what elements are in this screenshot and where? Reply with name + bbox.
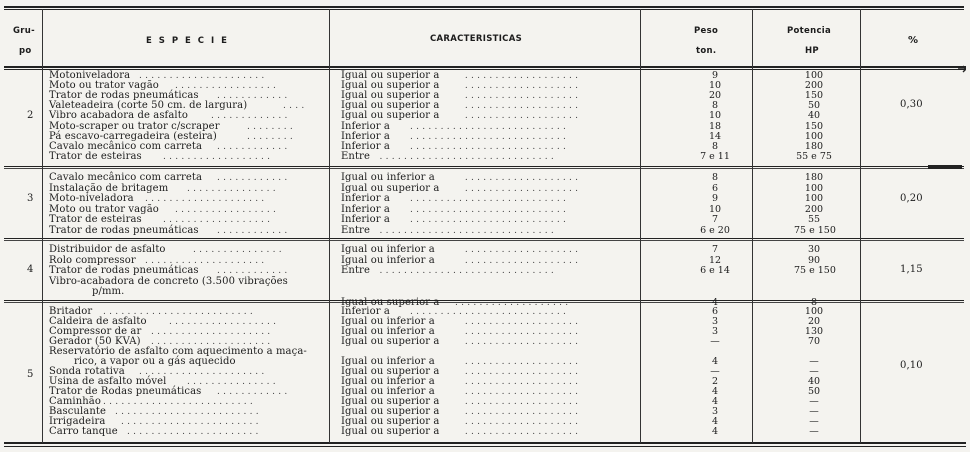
caracteristica-text: Igual ou superior a — [341, 100, 440, 112]
header-potencia: Potencia — [787, 26, 832, 36]
peso-value: 4 — [711, 396, 719, 407]
header-percent: % — [908, 35, 919, 46]
caracteristica-text: Igual ou superior a — [341, 90, 440, 102]
especie-text: Compressor de ar — [49, 326, 142, 337]
leader-dots: . . . . . . . . . . . . . . . . . . . — [464, 111, 579, 122]
scan-mark-bar — [928, 165, 962, 169]
peso-value: 4 — [711, 416, 719, 427]
hp-value: — — [809, 396, 819, 407]
leader-dots: . . . . . . . . . . . . . . . . . . . . . . . — [121, 417, 259, 427]
peso-value: 7 e 11 — [700, 150, 730, 162]
hp-value: 200 — [804, 203, 824, 215]
top-rule — [4, 6, 964, 8]
especie-text: Gerador (50 KVA) — [49, 336, 141, 347]
leader-dots: . . . . . . . . . . . . . . . — [193, 245, 282, 255]
peso-value: 14 — [708, 130, 722, 142]
hp-value: 20 — [807, 316, 821, 327]
hp-value: 30 — [807, 244, 821, 255]
caracteristica-text: Igual ou inferior a — [341, 172, 435, 183]
caracteristica-text: Igual ou superior a — [341, 182, 440, 194]
peso-value: 3 — [711, 316, 719, 327]
leader-dots: . . . . . . . . . . . . . . . . . . . . . . . . . . — [410, 121, 567, 132]
leader-dots: . . . . . . . . . . . . — [217, 387, 288, 397]
hp-value: 55 e 75 — [796, 150, 832, 162]
group-divider-4 — [4, 238, 964, 239]
col-rule-carac — [640, 9, 641, 443]
leader-dots: . . . . . . . . . . . . . . . . . . . — [464, 317, 579, 327]
hp-value: 130 — [804, 326, 824, 337]
leader-dots: . . . . . . . . . . . . . . . . . . . . . . . . . . — [410, 204, 567, 215]
bottom-rule — [4, 442, 966, 444]
hp-value: 55 — [807, 214, 821, 225]
especie-text: Britador — [49, 306, 93, 317]
leader-dots: . . . . . . . . . . . . . . . . . . . . . . . . . . — [410, 131, 567, 142]
leader-dots: . . . . . . . . . . . . . . . . . . — [169, 317, 277, 327]
peso-value: 12 — [708, 254, 722, 266]
caracteristica-text: Igual ou inferior a — [341, 386, 435, 397]
caracteristica-text: Igual ou inferior a — [341, 376, 435, 387]
especie-text: Trator de rodas pneumáticas — [49, 90, 199, 102]
header-grupo-2: po — [19, 46, 32, 56]
leader-dots: . . . . . . . . . . . . . . . . . . . — [464, 91, 579, 102]
leader-dots: . . . . . . . . . . . . . . . . . . . . . . . . . — [103, 397, 253, 407]
leader-dots: . . . . . . . . . . . . . . . . . — [175, 81, 277, 92]
especie-text: Vibro acabadora de asfalto — [49, 110, 188, 122]
leader-dots: . . . . . . . . . . . . . . . . . . . — [464, 337, 579, 347]
leader-dots: . . . . . . . . . . . . . . . . . . . . . . . . . . . . . — [379, 225, 554, 236]
especie-text-cont: rico, a vapor ou a gás aquecido — [74, 356, 236, 367]
header-especie: E S P E C I E — [146, 36, 229, 46]
bottom-rule-inner — [4, 446, 966, 447]
grupo-percent: 0,30 — [900, 99, 923, 110]
header-rule — [4, 66, 966, 68]
caracteristica-text: Entre — [341, 265, 370, 276]
grupo-percent: 0,10 — [900, 360, 923, 371]
hp-value: 180 — [804, 140, 824, 152]
hp-value: 100 — [804, 130, 824, 142]
leader-dots: . . . . . . . . — [247, 121, 293, 132]
grupo-percent: 1,15 — [900, 264, 923, 275]
peso-value: 8 — [711, 140, 719, 152]
header-caracteristicas: CARACTERISTICAS — [430, 34, 523, 44]
leader-dots: . . . . . . . . . . . . . . . . . . . . . — [139, 367, 265, 377]
especie-text: Cavalo mecânico com carreta — [49, 140, 203, 152]
leader-dots: . . . . . . . . . . . . . . . . . . . . . — [139, 71, 265, 81]
caracteristica-text: Igual ou inferior a — [341, 356, 435, 367]
peso-value: 4 — [711, 426, 719, 437]
leader-dots: . . . . . . . . . . . . . . . . . . . — [464, 427, 579, 437]
header-peso-unit: ton. — [696, 46, 717, 56]
col-rule-grupo — [42, 9, 43, 443]
hp-value: 200 — [804, 80, 824, 92]
caracteristica-text: Entre — [341, 224, 370, 236]
peso-value: 8 — [711, 100, 719, 112]
caracteristica-text: Igual ou superior a — [341, 110, 440, 122]
hp-value: 100 — [804, 193, 824, 204]
especie-text: Moto-scraper ou trator c/scraper — [49, 120, 220, 132]
caracteristica-text: Igual ou inferior a — [341, 254, 435, 266]
leader-dots: . . . . . . . . . . . . . . . . . . . — [464, 71, 579, 81]
especie-text: Caminhão — [49, 396, 101, 407]
leader-dots: . . . . . . . . . . . . — [217, 173, 288, 183]
leader-dots: . . . . . . . . . . . . . . . . . . . — [455, 297, 569, 308]
leader-dots: . . . . . . . . . . . . . . . . . . . . . . . . . . . . . — [379, 151, 554, 162]
group-divider-4b — [4, 240, 964, 241]
leader-dots: . . . . . . . . . . . . . . . . . . . . — [151, 337, 271, 347]
leader-dots: . . . . . . . . . . . . . . . . . . . — [464, 377, 579, 387]
leader-dots: . . . . . . . . . . . . — [217, 141, 288, 152]
hp-value: 100 — [804, 70, 824, 81]
hp-value: 50 — [807, 100, 821, 112]
peso-value: 8 — [711, 172, 719, 183]
especie-text-cont: p/mm. — [92, 286, 125, 297]
header-potencia-unit: HP — [805, 46, 819, 56]
grupo-number: 4 — [27, 264, 34, 275]
scan-mark-arrow — [958, 58, 966, 66]
caracteristica-text: Inferior a — [341, 306, 390, 317]
top-rule-inner — [4, 9, 964, 10]
leader-dots: . . . . . . . . . . . . . . . . . . . — [464, 245, 579, 255]
peso-value: 4 — [711, 356, 719, 367]
hp-value: 70 — [807, 336, 821, 347]
leader-dots: . . . . . . . . . . . . . . . . . . . . . . . . . . — [410, 215, 567, 225]
leader-dots: . . . . . . . . . . . . . . . . . . . — [464, 397, 579, 407]
leader-dots: . . . . . . . . . . . . . . . . . . . . . . . . . . . . . — [379, 266, 554, 276]
leader-dots: . . . . . . . . . . . . . . . . . . . . . . . . . . — [410, 141, 567, 152]
caracteristica-text: Igual ou superior a — [341, 80, 440, 92]
peso-value: — — [710, 366, 720, 377]
leader-dots: . . . . . . . . . . . . . . . . . . — [163, 151, 271, 162]
peso-value: 6 — [711, 182, 719, 194]
especie-text: Sonda rotativa — [49, 366, 125, 377]
especie-text: Trator de rodas pneumáticas — [49, 265, 199, 276]
leader-dots: . . . . . . . . . . . . . . . . . . . — [464, 417, 579, 427]
caracteristica-text: Igual ou superior a — [341, 396, 440, 407]
especie-text: Instalação de britagem — [49, 182, 169, 194]
hp-value: 8 — [810, 296, 818, 308]
leader-dots: . . . . . . . . . . . . . . . . . . . — [464, 81, 579, 92]
leader-dots: . . . . — [283, 101, 305, 112]
leader-dots: . . . . . . . . . . . . . . . . . — [175, 204, 277, 215]
leader-dots: . . . . . . . . . . . . . . . . . . — [163, 215, 271, 225]
caracteristica-text: Inferior a — [341, 130, 390, 142]
hp-value: — — [809, 356, 819, 367]
hp-value: 90 — [807, 254, 821, 266]
caracteristica-text: Igual ou superior a — [341, 406, 440, 417]
leader-dots: . . . . . . . . — [247, 131, 293, 142]
leader-dots: . . . . . . . . . . . . — [217, 225, 288, 236]
leader-dots: . . . . . . . . . . . . . . . . . . . — [464, 327, 579, 337]
leader-dots: . . . . . . . . . . . . . . . . . . . . — [151, 327, 271, 337]
peso-value: 3 — [711, 326, 719, 337]
caracteristica-text: Igual ou superior a — [341, 426, 440, 437]
especie-text: Trator de Rodas pneumáticas — [49, 386, 202, 397]
peso-value: 6 — [711, 306, 719, 317]
header-peso: Peso — [694, 26, 719, 36]
hp-value: 75 e 150 — [794, 265, 836, 276]
peso-value: 9 — [711, 70, 719, 81]
especie-text: Carro tanque — [49, 426, 118, 437]
especie-text: Usina de asfalto móvel — [49, 376, 167, 387]
leader-dots: . . . . . . . . . . . . . . . . . . . — [464, 173, 579, 183]
hp-value: 50 — [807, 386, 821, 397]
col-rule-especie — [329, 9, 330, 443]
peso-value: 3 — [711, 406, 719, 417]
leader-dots: . . . . . . . . . . . . . . . . . . . — [464, 387, 579, 397]
leader-dots: . . . . . . . . . . . . . . . . . . . — [464, 367, 579, 377]
leader-dots: . . . . . . . . . . . . . . . . . . . . — [145, 255, 265, 266]
peso-value: 2 — [711, 376, 719, 387]
especie-text: Reservatório de asfalto com aquecimento a maça- — [49, 346, 307, 357]
hp-value: 100 — [804, 306, 824, 317]
hp-value: 180 — [804, 172, 824, 183]
peso-value: 10 — [708, 203, 722, 215]
hp-value: 40 — [807, 110, 821, 122]
especie-text: Vibro-acabadora de concreto (3.500 vibrações — [49, 275, 288, 287]
leader-dots: . . . . . . . . . . . . . . . — [187, 377, 276, 387]
hp-value: — — [809, 366, 819, 377]
leader-dots: . . . . . . . . . . . . . . . . . . . . . . . . . . — [410, 307, 567, 317]
peso-value: 6 e 20 — [700, 224, 730, 236]
hp-value: — — [809, 406, 819, 417]
caracteristica-text: Inferior a — [341, 193, 390, 204]
header-grupo-1: Gru- — [13, 26, 35, 36]
peso-value: 7 — [711, 214, 719, 225]
leader-dots: . . . . . . . . . . . . . . . — [187, 183, 276, 194]
hp-value: 150 — [804, 90, 824, 102]
caracteristica-text: Igual ou inferior a — [341, 326, 435, 337]
peso-value: 10 — [708, 80, 722, 92]
caracteristica-text: Igual ou superior a — [341, 70, 440, 81]
especie-text: Basculante — [49, 406, 107, 417]
grupo-percent: 0,20 — [900, 193, 923, 204]
peso-value: 20 — [708, 90, 722, 102]
peso-value: 18 — [708, 120, 722, 132]
caracteristica-text: Igual ou inferior a — [341, 316, 435, 327]
leader-dots: . . . . . . . . . . . . . . . . . . . — [464, 101, 579, 112]
leader-dots: . . . . . . . . . . . . . . . . . . . — [464, 255, 579, 266]
peso-value: 4 — [711, 296, 719, 308]
hp-value: — — [809, 416, 819, 427]
grupo-number: 3 — [27, 193, 34, 204]
caracteristica-text: Entre — [341, 150, 370, 162]
grupo-number: 2 — [27, 110, 34, 121]
peso-value: 4 — [711, 386, 719, 397]
caracteristica-text: Inferior a — [341, 214, 390, 225]
especie-text: Trator de rodas pneumáticas — [49, 224, 199, 236]
especie-text: Moto ou trator vagão — [49, 203, 159, 215]
group-divider-3 — [4, 166, 964, 167]
group-divider-3b — [4, 168, 964, 169]
especie-text: Caldeira de asfalto — [49, 316, 147, 327]
caracteristica-text: Igual ou superior a — [341, 416, 440, 427]
caracteristica-text: Inferior a — [341, 120, 390, 132]
leader-dots: . . . . . . . . . . . . . . . . . . . . . . . . . — [103, 307, 253, 317]
peso-value: 7 — [711, 244, 719, 255]
caracteristica-text: Igual ou superior a — [341, 336, 440, 347]
caracteristica-text: Inferior a — [341, 140, 390, 152]
leader-dots: . . . . . . . . . . . . — [217, 266, 288, 276]
caracteristica-text: Igual ou superior a — [341, 296, 440, 308]
especie-text: Trator de esteiras — [49, 214, 142, 225]
especie-text: Valeteadeira (corte 50 cm. de largura) — [49, 100, 248, 112]
especie-text: Moto-niveladora — [49, 193, 134, 204]
especie-text: Distribuidor de asfalto — [49, 244, 166, 255]
caracteristica-text: Inferior a — [341, 203, 390, 215]
leader-dots: . . . . . . . . . . . . . . . . . . . . — [145, 194, 265, 204]
leader-dots: . . . . . . . . . . . . . — [211, 111, 288, 122]
especie-text: Pá escavo-carregadeira (esteira) — [49, 130, 217, 142]
peso-value: 6 e 14 — [700, 265, 730, 276]
especie-text: Trator de esteiras — [49, 150, 142, 162]
grupo-number: 5 — [27, 369, 34, 380]
peso-value: 9 — [711, 193, 719, 204]
peso-value: 10 — [708, 110, 722, 122]
hp-value: 150 — [804, 120, 824, 132]
especie-text: Cavalo mecânico com carreta — [49, 172, 203, 183]
leader-dots: . . . . . . . . . . . . . . . . . . . — [464, 357, 579, 367]
especie-text: Irrigadeira — [49, 416, 106, 427]
hp-value: — — [809, 426, 819, 437]
hp-value: 75 e 150 — [794, 224, 836, 236]
col-rule-peso — [752, 9, 753, 443]
especie-text: Motoniveladora — [49, 70, 131, 81]
leader-dots: . . . . . . . . . . . . . . . . . . . — [464, 183, 579, 194]
col-rule-potencia — [860, 9, 861, 443]
leader-dots: . . . . . . . . . . . . . . . . . . . . . . — [127, 427, 259, 437]
hp-value: 100 — [804, 182, 824, 194]
leader-dots: . . . . . . . . . . . . — [217, 91, 288, 102]
caracteristica-text: Igual ou superior a — [341, 366, 440, 377]
caracteristica-text: Igual ou inferior a — [341, 244, 435, 255]
leader-dots: . . . . . . . . . . . . . . . . . . . . . . . . — [115, 407, 259, 417]
peso-value: — — [710, 336, 720, 347]
especie-text: Moto ou trator vagão — [49, 80, 159, 92]
leader-dots: . . . . . . . . . . . . . . . . . . . — [464, 407, 579, 417]
especie-text: Rolo compressor — [49, 254, 136, 266]
leader-dots: . . . . . . . . . . . . . . . . . . . . . . . . . . — [410, 194, 567, 204]
hp-value: 40 — [807, 376, 821, 387]
